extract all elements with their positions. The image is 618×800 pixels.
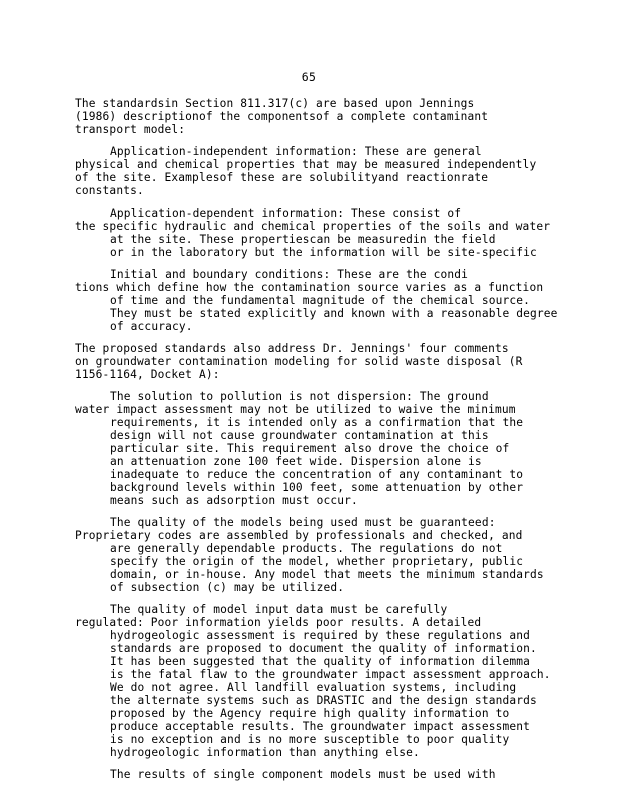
text-line: They must be stated explicitly and known with a reasonable degree [110,307,558,320]
text-line: on groundwater contamination modeling for solid waste disposal (R [75,355,523,368]
text-line: The proposed standards also address Dr. Jennings' four comments [75,342,509,355]
text-line: inadequate to reduce the concentration of any contaminant to [110,468,524,481]
text-line: Application-dependent information: These consist of [110,207,462,220]
text-line: produce acceptable results. The groundwater impact assessment [110,720,531,733]
text-line: the specific hydraulic and chemical properties of the soils and water [75,220,551,233]
text-line: standards are proposed to document the quality of information. [110,642,537,655]
text-line: or in the laboratory but the information will be site-specific [110,246,537,259]
text-line: the alternate systems such as DRASTIC and the design standards [110,694,537,707]
text-line: means such as adsorption must occur. [110,494,358,507]
text-line: The quality of model input data must be carefully [110,603,448,616]
text-line: Initial and boundary conditions: These are the condi [110,268,469,281]
text-line: particular site. This requirement also drove the choice of [110,442,510,455]
text-line: design will not cause groundwater contamination at this [110,429,489,442]
text-line: The standardsin Section 811.317(c) are based upon Jennings [75,97,475,110]
text-line: It has been suggested that the quality of information dilemma [110,655,531,668]
text-line: of subsection (c) may be utilized. [110,581,345,594]
text-line: proposed by the Agency require high quality information to [110,707,510,720]
text-line: The results of single component models must be used with [110,768,496,781]
text-line: physical and chemical properties that may be measured independently [75,158,537,171]
text-line: Application-independent information: These are general [110,145,482,158]
text-line: constants. [75,184,144,197]
text-line: background levels within 100 feet, some attenuation by other [110,481,524,494]
text-line: water impact assessment may not be utilized to waive the minimum [75,403,516,416]
text-line: is no exception and is no more susceptible to poor quality [110,733,510,746]
text-line: domain, or in-house. Any model that meets the minimum standards [110,568,544,581]
text-line: of the site. Examplesof these are solubilityand reactionrate [75,171,489,184]
text-line: specify the origin of the model, whether proprietary, public [110,555,524,568]
text-line: We do not agree. All landfill evaluation systems, including [110,681,517,694]
page-number: 65 [301,70,317,84]
text-line: The quality of the models being used must be guaranteed: [110,516,496,529]
text-line: (1986) descriptionof the componentsof a complete contaminant [75,110,489,123]
text-line: of time and the fundamental magnitude of the chemical source. [110,294,531,307]
text-line: Proprietary codes are assembled by professionals and checked, and [75,529,523,542]
text-line: 1156-1164, Docket A): [75,368,220,381]
text-line: is the fatal flaw to the groundwater impact assessment approach. [110,668,551,681]
text-line: hydrogeologic assessment is required by these regulations and [110,629,531,642]
text-line: transport model: [75,123,186,136]
text-line: hydrogeologic information than anything else. [110,746,420,759]
text-line: requirements, it is intended only as a confirmation that the [110,416,524,429]
text-line: are generally dependable products. The regulations do not [110,542,503,555]
text-line: of accuracy. [110,320,193,333]
text-line: tions which define how the contamination source varies as a function [75,281,544,294]
text-line: regulated: Poor information yields poor results. A detailed [75,616,482,629]
text-line: an attenuation zone 100 feet wide. Dispersion alone is [110,455,482,468]
text-line: The solution to pollution is not dispersion: The ground [110,390,489,403]
text-line: at the site. These propertiescan be measuredin the field [110,233,496,246]
